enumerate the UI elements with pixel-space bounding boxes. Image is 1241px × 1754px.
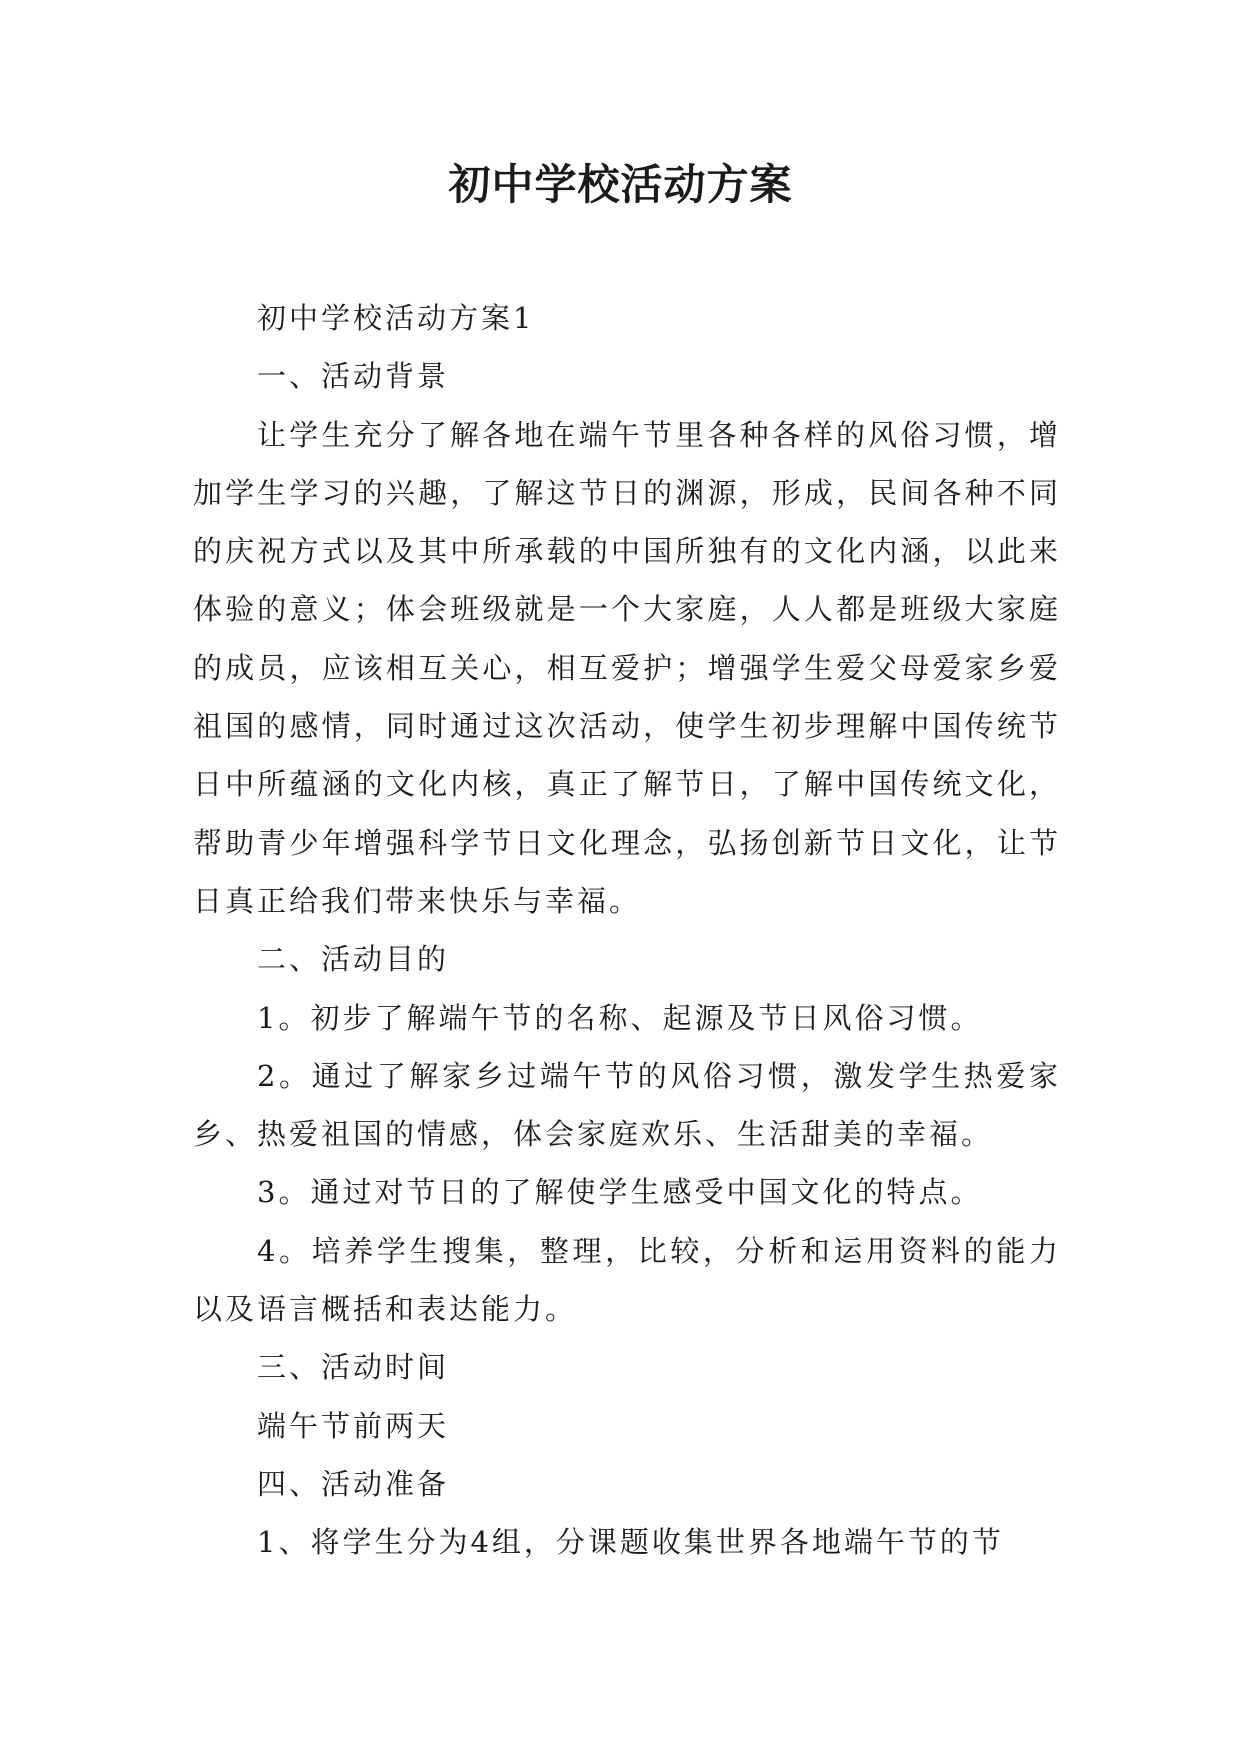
section-heading-background: 一、活动背景 — [257, 359, 450, 394]
preparation-item-1: 1、将学生分为4组，分课题收集世界各地端午节的节 — [257, 1525, 1004, 1560]
purpose-item-4: 4。培养学生搜集，整理，比较，分析和运用资料的能力以及语言概括和表达能力。 — [193, 1233, 1061, 1327]
paragraph-time: 端午节前两天 — [257, 1408, 450, 1443]
purpose-item-2: 2。通过了解家乡过端午节的风俗习惯，激发学生热爱家乡、热爱祖国的情感，体会家庭欢乐、生活甜美的幸福。 — [193, 1058, 1061, 1152]
purpose-item-1: 1。初步了解端午节的名称、起源及节日风俗习惯。 — [257, 1000, 983, 1035]
section-heading-time: 三、活动时间 — [257, 1350, 450, 1385]
purpose-item-3: 3。通过对节日的了解使学生感受中国文化的特点。 — [257, 1175, 983, 1210]
paragraph-background: 让学生充分了解各地在端午节里各种各样的风俗习惯，增加学生学习的兴趣，了解这节日的渊源，形成，民间各种不同的庆祝方式以及其中所承载的中国所独有的文化内涵，以此来体验的意义；体会班级就是一个大家庭，人人都是班级大家庭的成员，应该相互关心，相互爱护；增强学生爱父母爱家乡爱祖国的感情，同时通过这次活动，使学生初步理解中国传统节日中所蕴涵的文化内核，真正了解节日，了解中国传统文化，帮助青少年增强科学节日文化理念，弘扬创新节日文化，让节日真正给我们带来快乐与幸福。 — [193, 417, 1061, 918]
document-body — [193, 289, 1061, 1572]
document-title: 初中学校活动方案 — [448, 160, 793, 209]
section-heading-preparation: 四、活动准备 — [257, 1466, 450, 1501]
section-heading-purpose: 二、活动目的 — [257, 942, 450, 977]
section-heading-plan-1: 初中学校活动方案1 — [257, 301, 535, 335]
